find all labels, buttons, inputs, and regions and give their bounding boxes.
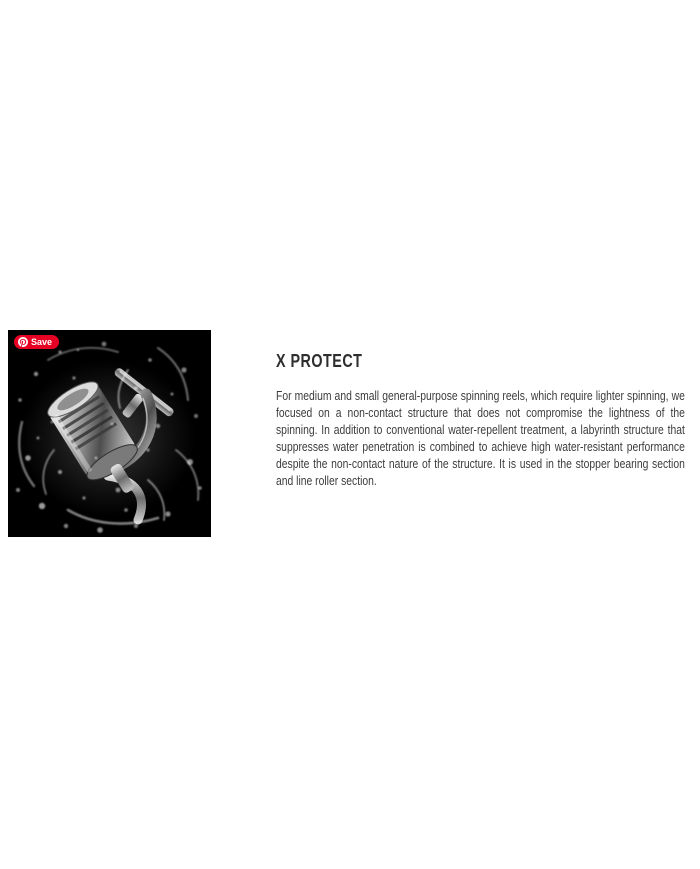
reel-photo-artwork bbox=[8, 330, 211, 537]
product-image bbox=[8, 330, 211, 537]
save-button-label: Save bbox=[31, 336, 53, 347]
pinterest-icon bbox=[18, 337, 28, 347]
feature-text-column bbox=[276, 351, 685, 489]
pinterest-save-button[interactable] bbox=[14, 335, 59, 349]
feature-heading: X PROTECT bbox=[276, 351, 363, 371]
feature-paragraph: For medium and small general-purpose spinning reels, which require lighter spinning, we focused on a non-contact structure that does not compromise the lightness of the spinning. In addition to conventional water-repellent treatment, a labyrinth structure that suppresses water penetration is combined to achieve high water-resistant performance despite the non-contact nature of the structure. It is used in the stopper bearing section and line roller section. bbox=[276, 388, 685, 488]
